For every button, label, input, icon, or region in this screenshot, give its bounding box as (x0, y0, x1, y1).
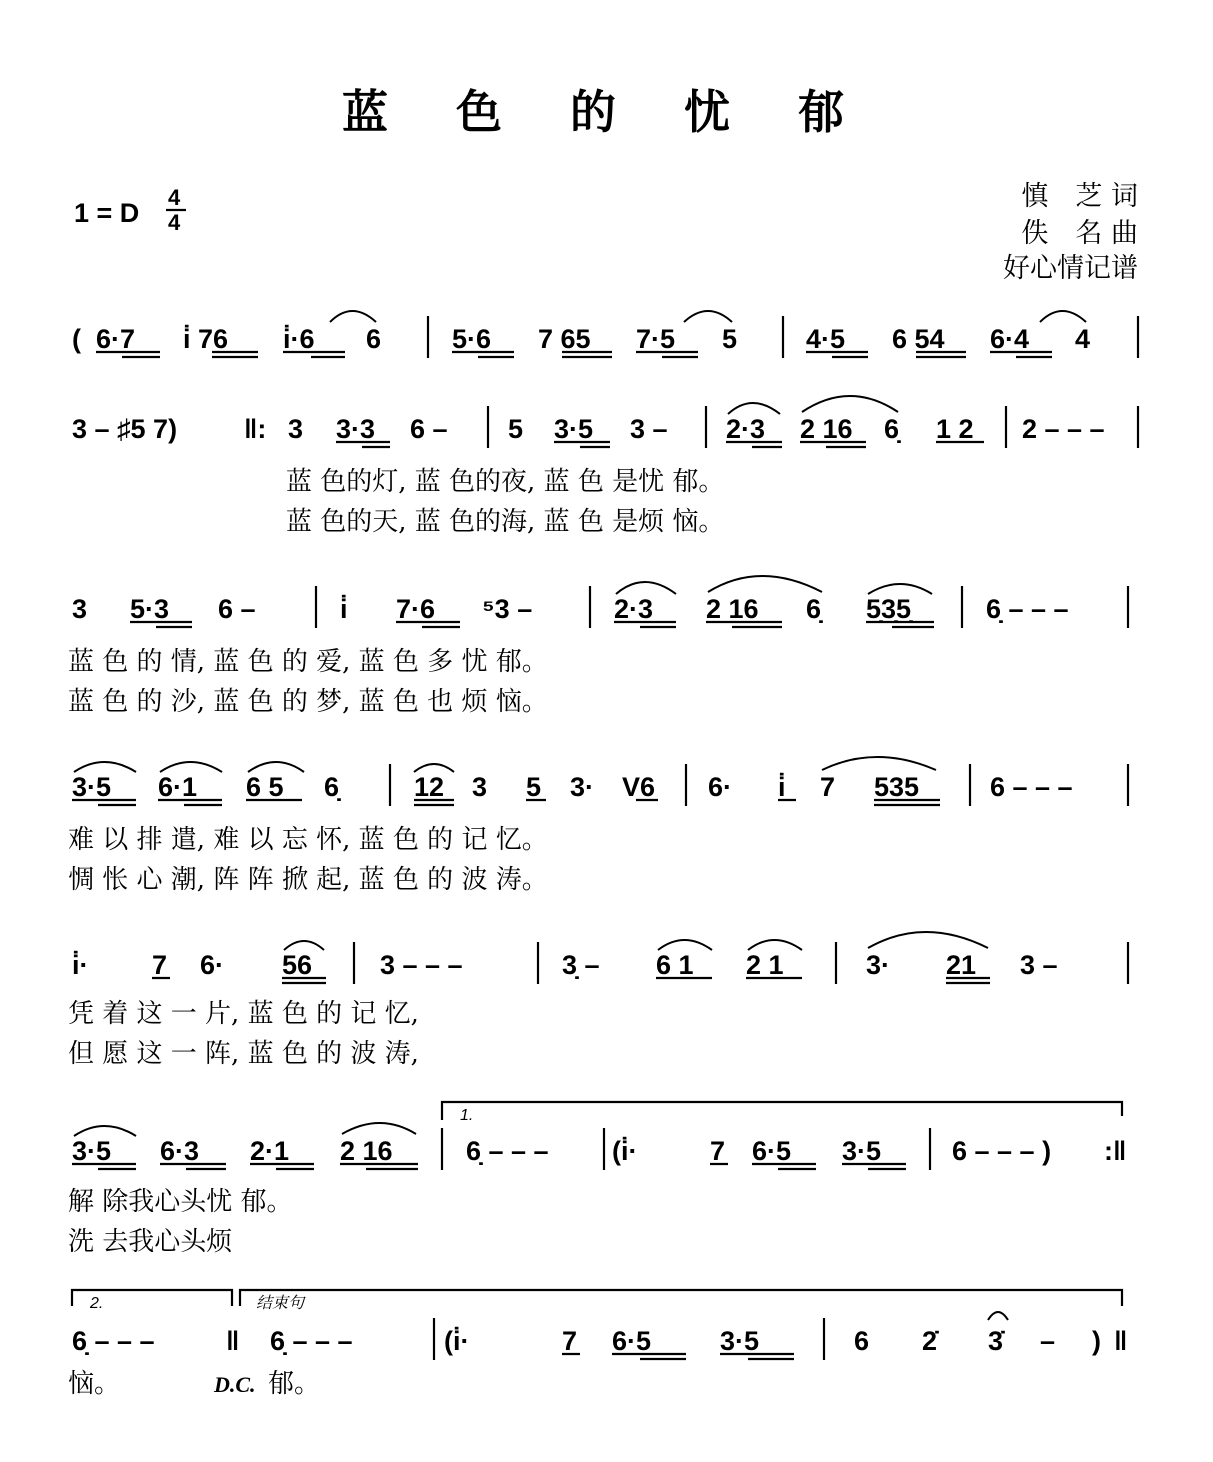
note: 3· (570, 772, 595, 802)
note: 6· (708, 772, 733, 802)
note: 6·3 (160, 1136, 200, 1166)
note: 6̣ – – – (986, 594, 1069, 624)
note: 6·4 (990, 324, 1030, 354)
note: 2·3 (726, 414, 766, 444)
key-signature: 1 = D (74, 198, 140, 228)
note: 3·5 (554, 414, 594, 444)
lyric-line: 解 除我心头忧 郁。 (68, 1187, 293, 1217)
lyric-line: 但 愿 这 一 阵, 蓝 色 的 波 涛, (68, 1039, 419, 1069)
lyric-line: 蓝 色的灯, 蓝 色的夜, 蓝 色 是忧 郁。 (286, 467, 725, 497)
note: 2 1 (746, 950, 784, 980)
note: 7 (820, 772, 836, 802)
note: V6 (622, 772, 656, 802)
system-3 (68, 576, 1128, 717)
note: 2·1 (250, 1136, 290, 1166)
note: 6 – (410, 414, 448, 444)
note: 535 (874, 772, 920, 802)
composer-credit: 佚 名 曲 (1021, 218, 1138, 249)
note: 5·3 (130, 594, 170, 624)
repeat-start: ‖: (244, 414, 267, 444)
note: 6· (200, 950, 225, 980)
note: 6 – – – ) (952, 1136, 1052, 1166)
note: – (1040, 1326, 1056, 1356)
note: 7·6 (396, 594, 436, 624)
note: 6 (366, 324, 382, 354)
note: 3·5 (72, 1136, 112, 1166)
final-barline: ‖ (1114, 1326, 1128, 1356)
note: 3̣ – (562, 950, 600, 980)
note: 3·3 (336, 414, 376, 444)
dc-marking: D.C. (214, 1372, 256, 1397)
lyric-line: 洗 去我心头烦 (68, 1227, 233, 1257)
note: 5 (508, 414, 524, 444)
note: 6̣ (884, 414, 900, 444)
note: 5 (722, 324, 738, 354)
note: 6 5 (246, 772, 284, 802)
note: 7 (562, 1326, 578, 1356)
page-title: 蓝 色 的 忧 郁 (341, 85, 871, 139)
note: 6·5 (612, 1326, 652, 1356)
system-5 (68, 932, 1128, 1069)
note: 6 – – – (990, 772, 1073, 802)
double-barline: ‖ (226, 1326, 240, 1356)
note: i̇ (340, 594, 348, 624)
note: 6·5 (752, 1136, 792, 1166)
note: 7 (710, 1136, 726, 1166)
volta-label: 1. (460, 1107, 474, 1124)
time-signature (166, 185, 186, 235)
lyric-line: 蓝 色 的 情, 蓝 色 的 爱, 蓝 色 多 忧 郁。 (68, 647, 548, 677)
note: 12 (414, 772, 445, 802)
note: (i̇· (612, 1136, 638, 1166)
note: 6·1 (158, 772, 198, 802)
system-1 (72, 311, 1138, 358)
lyric-line: 蓝 色 的 沙, 蓝 色 的 梦, 蓝 色 也 烦 恼。 (68, 687, 548, 717)
transcriber-credit: 好心情记谱 (1003, 253, 1138, 284)
note: 3 – – – (380, 950, 463, 980)
system-4 (68, 757, 1128, 895)
note: 3 (72, 594, 88, 624)
note: 2·3 (614, 594, 654, 624)
note: i̇·6 (283, 324, 315, 354)
repeat-end: :‖ (1104, 1136, 1127, 1166)
note: 3·5 (720, 1326, 760, 1356)
note: 2 – – – (1022, 414, 1105, 444)
lyric-line: 恼。 (68, 1369, 121, 1399)
note: 3 – ♯5 7) (72, 414, 178, 444)
fermata (988, 1312, 1008, 1320)
note: 7·5 (636, 324, 676, 354)
note: 21 (946, 950, 977, 980)
note: 6 (854, 1326, 870, 1356)
coda-label: 结束句 (256, 1295, 305, 1312)
note: 3· (866, 950, 891, 980)
note: 6̣ – – – (270, 1326, 353, 1356)
note: 6·7 (96, 324, 136, 354)
note: 5·6 (452, 324, 492, 354)
note: 6 1 (656, 950, 694, 980)
note: 56 (282, 950, 313, 980)
note: 2 16 (340, 1136, 393, 1166)
note: 3̇ (988, 1326, 1004, 1356)
note: ( (72, 324, 81, 354)
note: 3 – (1020, 950, 1058, 980)
lyricist-credit: 慎 芝 词 (1021, 181, 1138, 212)
lyric-line: 蓝 色的天, 蓝 色的海, 蓝 色 是烦 恼。 (286, 507, 725, 537)
note: 4 (1075, 324, 1091, 354)
note: 2 16 (800, 414, 853, 444)
svg-text:4: 4 (168, 210, 181, 235)
note: 3 – (630, 414, 668, 444)
system-7 (68, 1290, 1127, 1399)
note: ⁵3 – (482, 594, 533, 624)
note: 6 54 (892, 324, 945, 354)
lyric-line: 凭 着 这 一 片, 蓝 色 的 记 忆, (68, 999, 419, 1029)
note: i̇ (778, 772, 786, 802)
note: 3·5 (842, 1136, 882, 1166)
note: 2̇ (922, 1326, 938, 1356)
coda-bracket (240, 1290, 1122, 1306)
note: 4·5 (806, 324, 846, 354)
lyric-line: 惆 怅 心 潮, 阵 阵 掀 起, 蓝 色 的 波 涛。 (68, 865, 548, 895)
note: i̇· (72, 950, 89, 980)
lyric-line: 难 以 排 遣, 难 以 忘 怀, 蓝 色 的 记 忆。 (68, 825, 548, 855)
svg-text:4: 4 (168, 185, 181, 210)
note: 5̣3̣5̣ (866, 594, 912, 624)
note: i̇ 76 (183, 324, 229, 354)
note: 3 (288, 414, 304, 444)
volta-bracket-1 (442, 1102, 1122, 1120)
system-2 (72, 396, 1138, 537)
system-6 (68, 1102, 1126, 1257)
note: 1 2 (936, 414, 974, 444)
note: 6̣ (324, 772, 340, 802)
note: 2 16 (706, 594, 759, 624)
note: 6̣ – – – (466, 1136, 549, 1166)
note: 6̣ (806, 594, 822, 624)
lyric-line: 郁。 (268, 1369, 321, 1399)
note: 6 – (218, 594, 256, 624)
note: 5 (526, 772, 542, 802)
volta-label: 2. (90, 1295, 104, 1312)
note: (i̇· (444, 1326, 470, 1356)
note: 6̣ – – – (72, 1326, 155, 1356)
note: 7 (152, 950, 168, 980)
note: ) (1092, 1326, 1101, 1356)
note: 3·5 (72, 772, 112, 802)
note: 3 (472, 772, 488, 802)
note: 7 65 (538, 324, 591, 354)
